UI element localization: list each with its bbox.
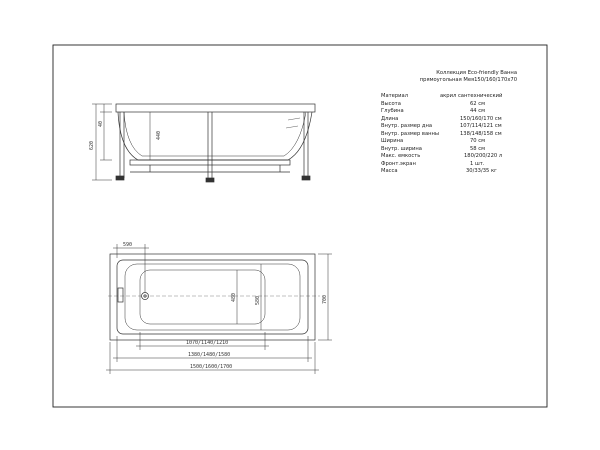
- spec-key: Материал: [381, 93, 409, 99]
- inner-length-label: 1380/1480/1580: [188, 352, 231, 358]
- bottom-length-label: 1070/1140/1210: [186, 340, 229, 346]
- inner-width2-label: 580: [255, 295, 261, 305]
- spec-title-line2: прямоугольная Мея150/160/170х70: [419, 77, 517, 83]
- side-dimensions: [92, 104, 150, 180]
- drain-offset-label: 590: [123, 242, 133, 248]
- spec-key: Фронт.экран: [381, 160, 416, 167]
- spec-value: 30/33/35 кг: [466, 168, 497, 174]
- spec-value: 150/160/170 см: [460, 115, 502, 122]
- side-depth-label: 440: [156, 130, 162, 140]
- spec-key: Внутр. ширина: [381, 145, 422, 152]
- spec-key: Ширина: [381, 138, 404, 144]
- spec-row: [367, 108, 517, 116]
- spec-value: 44 см: [470, 108, 486, 114]
- spec-row: [367, 116, 517, 124]
- spec-key: Высота: [381, 100, 401, 107]
- spec-value: 180/200/220 л: [464, 153, 503, 159]
- spec-value: 70 см: [470, 138, 486, 144]
- spec-key: Макс. емкость: [381, 153, 421, 159]
- side-height-label: 620: [89, 140, 95, 150]
- spec-row: [367, 146, 517, 154]
- spec-value: 138/148/158 см: [460, 130, 502, 137]
- spec-value: 1 шт.: [470, 160, 485, 167]
- spec-row: [367, 153, 517, 161]
- spec-rows: [367, 93, 517, 176]
- spec-value: 107/114/121 см: [460, 123, 502, 129]
- spec-row: [367, 138, 517, 146]
- spec-key: Масса: [381, 168, 398, 174]
- spec-key: Глубина: [381, 108, 404, 114]
- spec-key: Длина: [381, 115, 399, 122]
- spec-row: [367, 93, 517, 101]
- spec-value: 58 см: [470, 145, 486, 152]
- spec-table: [367, 70, 517, 176]
- side-rim-label: 40: [98, 120, 104, 127]
- outer-length-label: 1500/1600/1700: [190, 364, 233, 370]
- inner-width-label: 480: [231, 292, 237, 302]
- spec-row: [367, 168, 517, 176]
- spec-row: [367, 101, 517, 109]
- side-view: [116, 104, 315, 182]
- spec-value: 62 см: [470, 100, 486, 107]
- overflow-icon: [118, 288, 123, 302]
- spec-row: [367, 161, 517, 169]
- spec-value: акрил сантехнический: [440, 93, 503, 99]
- spec-title-line1: Коллекция Eco-friendly Ванна: [436, 70, 517, 76]
- outer-width-label: 700: [322, 294, 328, 304]
- spec-row: [367, 123, 517, 131]
- spec-key: Внутр. размер дна: [381, 123, 433, 129]
- top-view: [108, 254, 320, 340]
- spec-row: [367, 131, 517, 139]
- spec-key: Внутр. размер ванны: [381, 130, 440, 137]
- spec-title: [367, 70, 517, 84]
